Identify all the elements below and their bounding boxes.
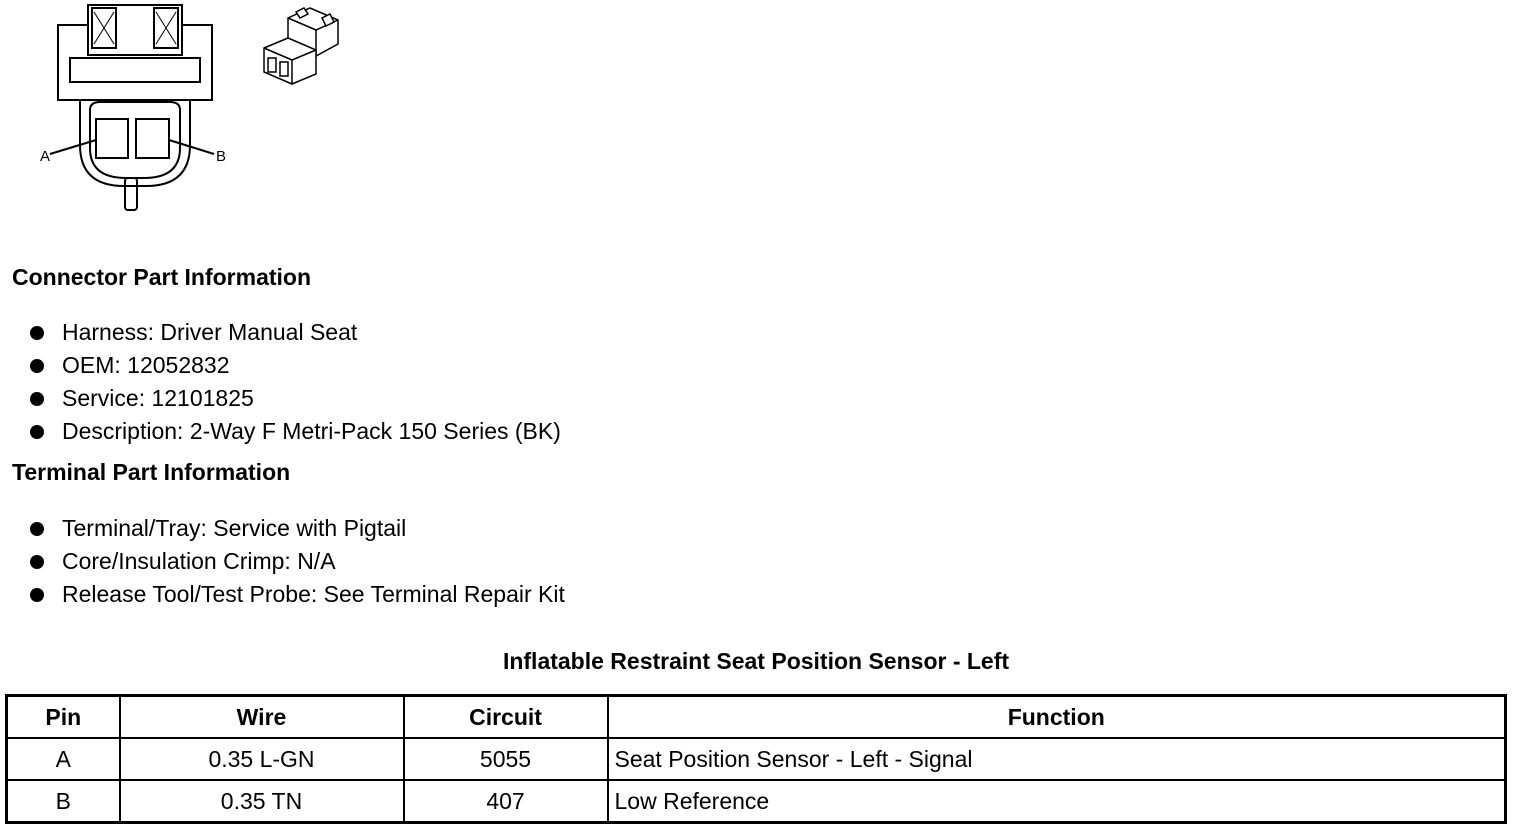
function-column-header: Function [608,696,1506,739]
list-item [28,578,565,611]
bullet-icon [30,326,44,340]
pin-b-label: B [216,148,227,165]
bullet-icon [30,555,44,569]
table-header-row [7,696,1506,739]
table-row [7,780,1506,823]
terminal-tray-text: Terminal/Tray: Service with Pigtail [62,515,407,541]
bullet-icon [30,359,44,373]
oem-text: OEM: 12052832 [62,352,230,378]
crimp-text: Core/Insulation Crimp: N/A [62,548,336,574]
bullet-icon [30,392,44,406]
terminal-part-info-heading: Terminal Part Information [12,459,291,485]
list-item [28,545,565,578]
connector-part-info-heading: Connector Part Information [12,264,312,290]
pin-cell: B [7,780,120,823]
bullet-icon [30,425,44,439]
list-item [28,382,561,415]
connector-face-diagram [30,0,240,215]
function-cell: Low Reference [608,780,1506,823]
pinout-table-title: Inflatable Restraint Seat Position Sensor - Left [502,648,1010,674]
wire-cell: 0.35 L-GN [120,738,404,780]
bullet-icon [30,522,44,536]
table-row [7,738,1506,780]
connector-isometric-thumbnail [258,4,348,89]
pin-column-header: Pin [7,696,120,739]
pinout-table [5,694,1507,824]
service-text: Service: 12101825 [62,385,254,411]
wire-cell: 0.35 TN [120,780,404,823]
list-item [28,316,561,349]
pin-cell: A [7,738,120,780]
terminal-part-info-list [28,512,565,611]
list-item [28,512,565,545]
function-cell: Seat Position Sensor - Left - Signal [608,738,1506,780]
list-item [28,415,561,448]
circuit-column-header: Circuit [404,696,608,739]
wire-column-header: Wire [120,696,404,739]
description-text: Description: 2-Way F Metri-Pack 150 Series (BK) [62,418,561,444]
circuit-cell: 407 [404,780,608,823]
connector-part-info-list [28,316,561,448]
release-tool-text: Release Tool/Test Probe: See Terminal Repair Kit [62,581,565,607]
circuit-cell: 5055 [404,738,608,780]
harness-text: Harness: Driver Manual Seat [62,319,358,345]
pin-a-label: A [40,148,51,165]
bullet-icon [30,588,44,602]
list-item [28,349,561,382]
